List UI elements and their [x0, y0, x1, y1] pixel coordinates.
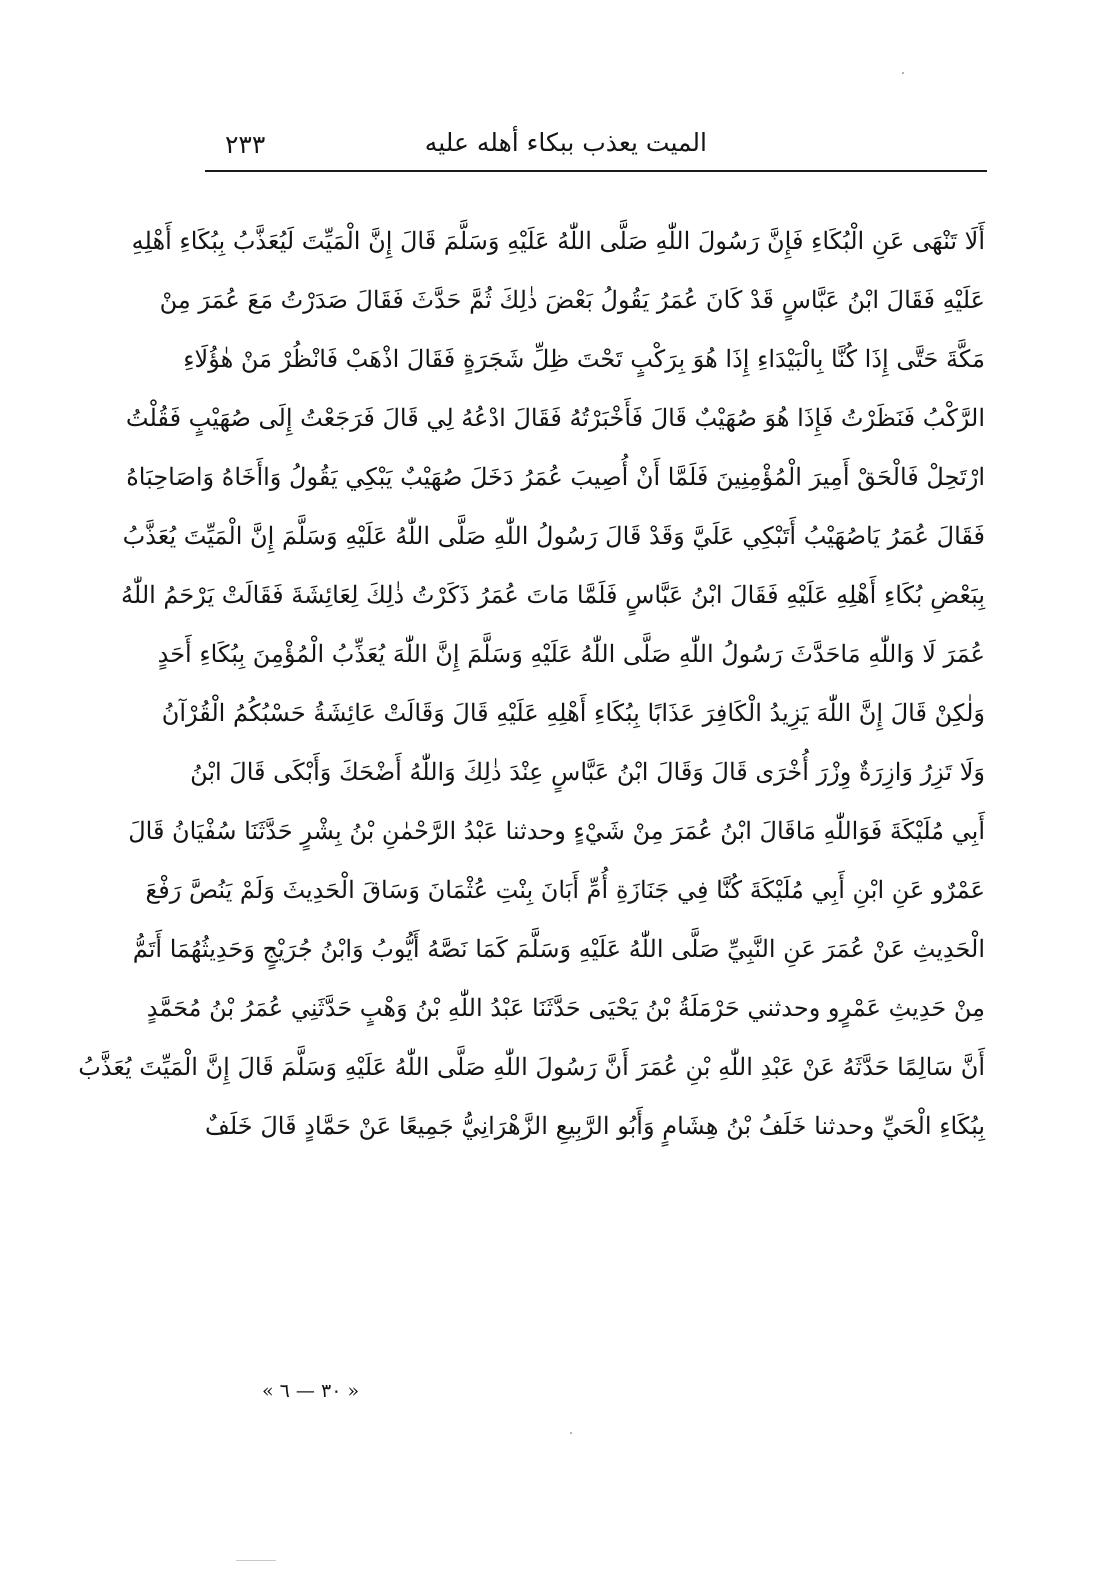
scan-speck	[570, 1432, 572, 1434]
text-line: عَلَيْهِ فَقَالَ ابْنُ عَبَّاسٍ قَدْ كَانَ عُمَرُ يَقُولُ بَعْضَ ذٰلِكَ ثُمَّ حَدَّثَ فَقَالَ صَدَرْتُ مَعَ عُمَرَ مِنْ	[159, 286, 985, 314]
text-line: أَنَّ سَالِمًا حَدَّثَهُ عَنْ عَبْدِ اللّٰهِ بْنِ عُمَرَ أَنَّ رَسُولَ اللّٰهِ صَلَّى اللّٰهُ عَلَيْهِ وَسَلَّمَ قَالَ إِنَّ الْمَيِّتَ يُعَذَّبُ	[78, 1053, 985, 1081]
running-head	[205, 128, 987, 168]
text-line: عَمْرٌو عَنِ ابْنِ أَبِي مُلَيْكَةَ كُنَّا فِي جَنَازَةِ أُمِّ أَبَانَ بِنْتِ عُثْمَانَ وَسَاقَ الْحَدِيثَ وَلَمْ يَنُصَّ رَفْعَ	[145, 876, 985, 904]
text-line: عُمَرَ لَا وَاللّٰهِ مَاحَدَّثَ رَسُولُ اللّٰهِ صَلَّى اللّٰهُ عَلَيْهِ وَسَلَّمَ إِنَّ اللّٰهَ يُعَذِّبُ الْمُؤْمِنَ بِبُكَاءِ أَحَدٍ	[157, 640, 985, 668]
text-line: الْحَدِيثِ عَنْ عُمَرَ عَنِ النَّبِيِّ صَلَّى اللّٰهُ عَلَيْهِ وَسَلَّمَ كَمَا نَصَّهُ أَيُّوبُ وَابْنُ جُرَيْجٍ وَحَدِيثُهُمَا أَتَمُّ	[132, 935, 985, 963]
text-line: أَبِي مُلَيْكَةَ فَوَاللّٰهِ مَاقَالَ ابْنُ عُمَرَ مِنْ شَيْءٍ وحدثنا عَبْدُ الرَّحْمٰنِ بْنُ بِشْرٍ حَدَّثَنَا سُفْيَانُ قَالَ	[128, 817, 985, 845]
text-line: فَقَالَ عُمَرُ يَاصُهَيْبُ أَتَبْكِي عَلَيَّ وَقَدْ قَالَ رَسُولُ اللّٰهِ صَلَّى اللّٰهُ عَلَيْهِ وَسَلَّمَ إِنَّ الْمَيِّتَ يُعَذَّبُ	[122, 522, 985, 550]
scan-speck	[902, 72, 904, 74]
text-line: الرَّكْبُ فَنَظَرْتُ فَإِذَا هُوَ صُهَيْبٌ قَالَ فَأَخْبَرْتُهُ فَقَالَ ادْعُهُ لِي قَالَ فَرَجَعْتُ إِلَى صُهَيْبٍ فَقُلْتُ	[125, 404, 985, 432]
hadith-text-block	[78, 212, 985, 1156]
running-title: الميت يعذب ببكاء أهله عليه	[424, 128, 707, 157]
header-rule	[205, 170, 987, 172]
text-line: مِنْ حَدِيثِ عَمْرٍو وحدثني حَرْمَلَةُ بْنُ يَحْيَى حَدَّثَنَا عَبْدُ اللّٰهِ بْنُ وَهْبٍ حَدَّثَنِي عُمَرُ بْنُ مُحَمَّدٍ	[146, 994, 985, 1022]
page-number: ٢٣٣	[225, 130, 266, 159]
text-line: ارْتَحِلْ فَالْحَقْ أَمِيرَ الْمُؤْمِنِينَ فَلَمَّا أَنْ أُصِيبَ عُمَرُ دَخَلَ صُهَيْبٌ يَبْكِي يَقُولُ وَاأَخَاهُ وَاصَاحِبَاهُ	[126, 463, 985, 491]
text-line: بِبَعْضِ بُكَاءِ أَهْلِهِ عَلَيْهِ فَقَالَ ابْنُ عَبَّاسٍ فَلَمَّا مَاتَ عُمَرُ ذَكَرْتُ ذٰلِكَ لِعَائِشَةَ فَقَالَتْ يَرْحَمُ اللّٰهُ	[121, 581, 985, 609]
signature-mark: « ٣٠ — ٦ »	[262, 1380, 360, 1402]
scan-speck	[236, 1560, 276, 1561]
text-line: وَلٰكِنْ قَالَ إِنَّ اللّٰهَ يَزِيدُ الْكَافِرَ عَذَابًا بِبُكَاءِ أَهْلِهِ عَلَيْهِ قَالَ وَقَالَتْ عَائِشَةُ حَسْبُكُمُ الْقُرْآنُ	[161, 699, 985, 727]
text-line: بِبُكَاءِ الْحَيِّ وحدثنا خَلَفُ بْنُ هِشَامٍ وَأَبُو الرَّبِيعِ الزَّهْرَانِيُّ جَمِيعًا عَنْ حَمَّادٍ قَالَ خَلَفٌ	[205, 1112, 985, 1140]
text-line: مَكَّةَ حَتَّى إِذَا كُنَّا بِالْبَيْدَاءِ إِذَا هُوَ بِرَكْبٍ تَحْتَ ظِلِّ شَجَرَةٍ فَقَالَ اذْهَبْ فَانْظُرْ مَنْ هٰؤُلَاءِ	[183, 345, 985, 373]
text-line: وَلَا تَزِرُ وَازِرَةٌ وِزْرَ أُخْرَى قَالَ وَقَالَ ابْنُ عَبَّاسٍ عِنْدَ ذٰلِكَ وَاللّٰهُ أَضْحَكَ وَأَبْكَى قَالَ ابْنُ	[190, 758, 985, 786]
text-line: أَلَا تَنْهَى عَنِ الْبُكَاءِ فَإِنَّ رَسُولَ اللّٰهِ صَلَّى اللّٰهُ عَلَيْهِ وَسَلَّمَ قَالَ إِنَّ الْمَيِّتَ لَيُعَذَّبُ بِبُكَاءِ أَهْلِهِ	[131, 227, 985, 255]
